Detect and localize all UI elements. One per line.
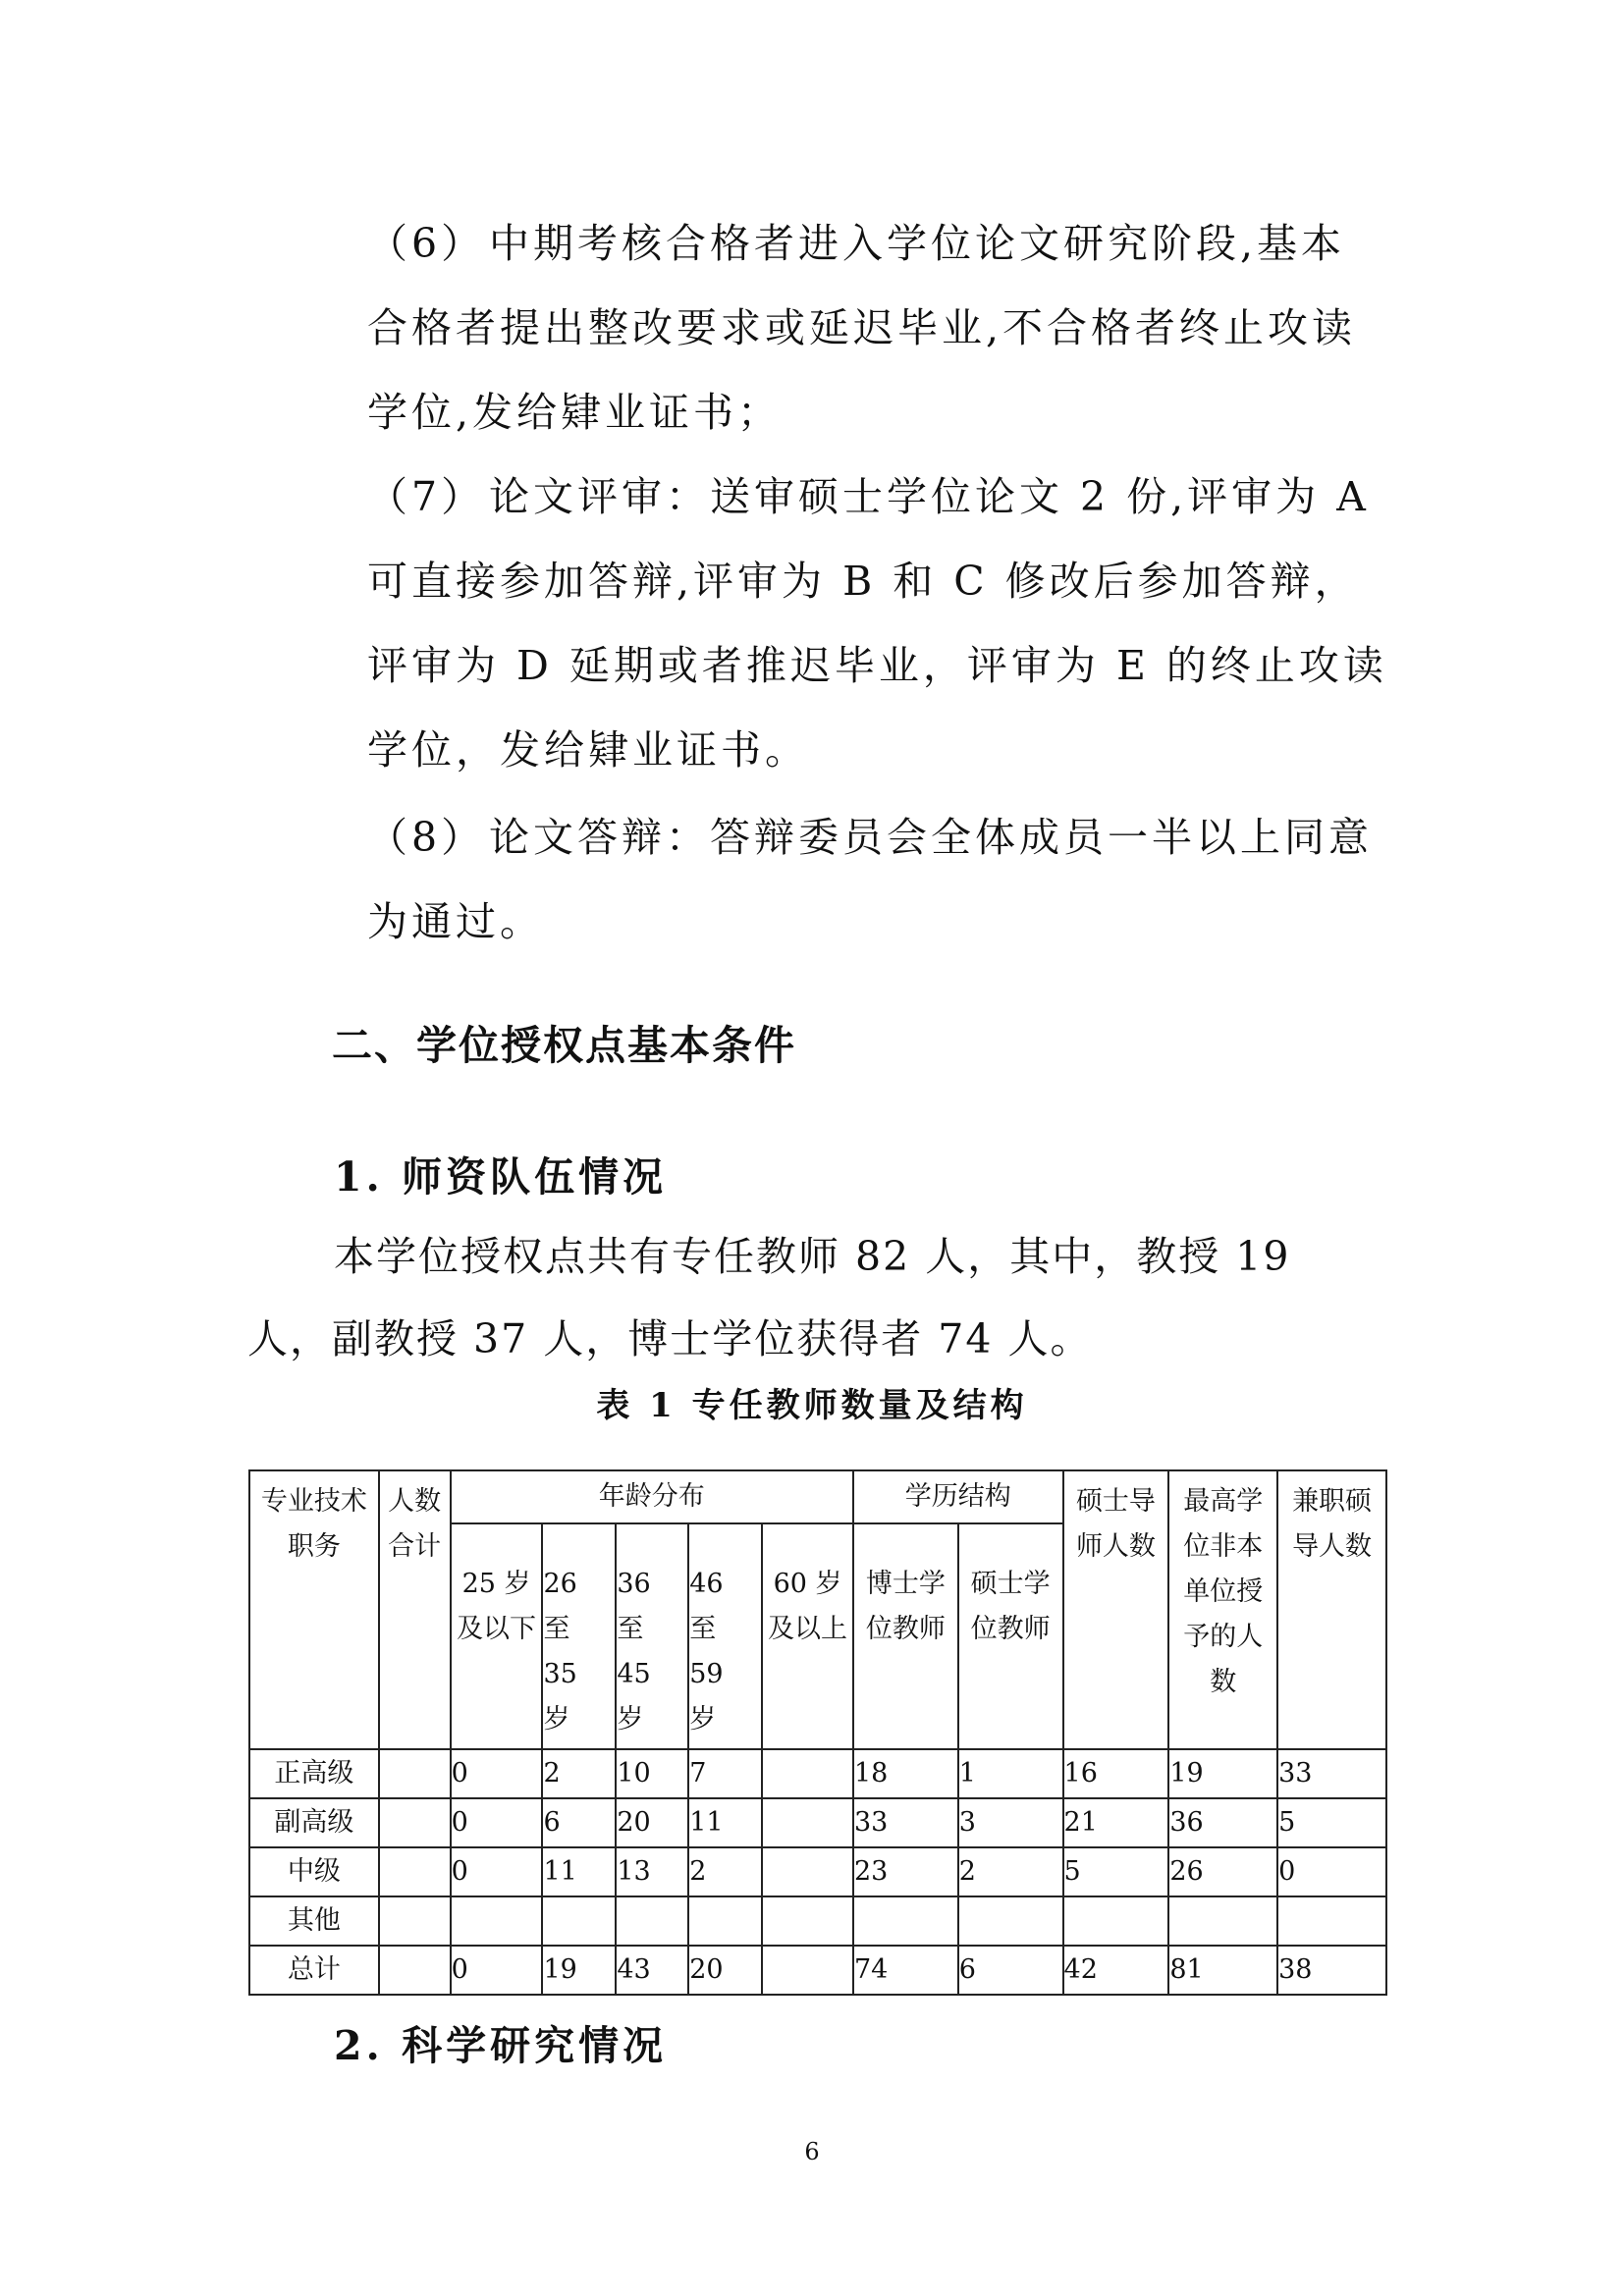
list-item	[367, 454, 1388, 792]
header-cell: 博士学位教师	[853, 1523, 958, 1749]
table-row: 正高级 0 2 10 7 18 1 16 19 33	[249, 1749, 1386, 1798]
header-cell: 26 至 35 岁	[542, 1523, 616, 1749]
header-cell: 60 岁及以上	[762, 1523, 853, 1749]
table-row: 其他	[249, 1896, 1386, 1946]
table-caption: 表 1 专任教师数量及结构	[596, 1386, 1028, 1425]
list-item	[367, 201, 1388, 454]
header-cell: 学历结构	[853, 1470, 1063, 1523]
item-text: 论文答辩：答辩委员会全体成员一半以上同意为通过。	[367, 814, 1373, 945]
table-row: 中级 0 11 13 2 23 2 5 26 0	[249, 1847, 1386, 1896]
subsection-title: 2. 科学研究情况	[334, 2022, 668, 2069]
body-paragraph: 本学位授权点共有专任教师 82 人，其中，教授 19 人，副教授 37 人，博士学位获得者 74 人。	[247, 1233, 1291, 1362]
header-cell: 36 至 45 岁	[616, 1523, 688, 1749]
header-cell: 年龄分布	[451, 1470, 853, 1523]
header-cell: 46 至 59 岁	[688, 1523, 762, 1749]
header-cell: 硕士学位教师	[958, 1523, 1063, 1749]
table-header-row	[249, 1470, 1386, 1523]
staff-table	[248, 1469, 1387, 1996]
item-text: 中期考核合格者进入学位论文研究阶段,基本合格者提出整改要求或延迟毕业,不合格者终止攻读学位,发给肄业证书；	[367, 220, 1357, 436]
header-cell: 人数合计	[379, 1470, 451, 1749]
list-item	[367, 795, 1388, 964]
item-number: （8）	[367, 814, 486, 861]
header-cell: 兼职硕导人数	[1277, 1470, 1386, 1749]
section-title: 二、学位授权点基本条件	[332, 1022, 796, 1069]
table-row: 副高级 0 6 20 11 33 3 21 36 5	[249, 1798, 1386, 1847]
item-number: （6）	[367, 220, 486, 267]
item-text: 论文评审：送审硕士学位论文 2 份,评审为 A 可直接参加答辩,评审为 B 和 C 修改后参加答辩，评审为 D 延期或者推迟毕业，评审为 E 的终止攻读学位，发给肄业证书。	[367, 473, 1387, 774]
subsection-title: 1. 师资队伍情况	[334, 1153, 668, 1201]
header-cell: 25 岁及以下	[451, 1523, 543, 1749]
header-cell: 专业技术职务	[249, 1470, 379, 1749]
header-cell: 硕士导师人数	[1063, 1470, 1169, 1749]
table-row: 总计 0 19 43 20 74 6 42 81 38	[249, 1946, 1386, 1995]
page-number: 6	[804, 2138, 820, 2165]
header-cell: 最高学位非本单位授予的人数	[1168, 1470, 1277, 1749]
item-number: （7）	[367, 473, 486, 520]
